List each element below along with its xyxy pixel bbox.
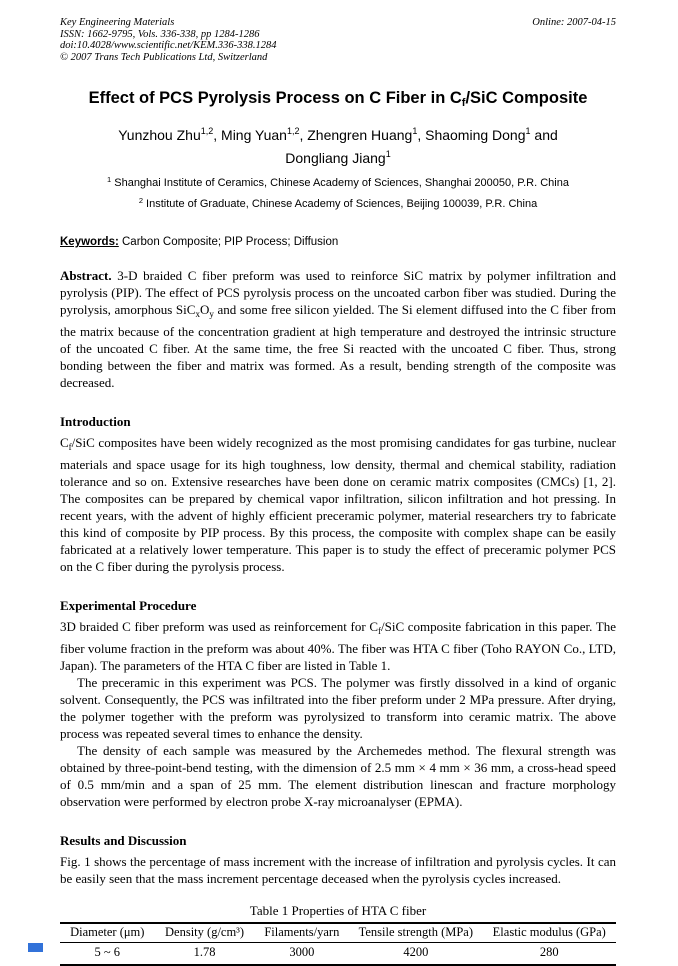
experimental-paragraph-3: The density of each sample was measured by the Archemedes method. The flexural strength was obtained by three-point-bend testing, with the dimension of 2.5 mm × 4 mm × 36 mm, a cross-head speed of 0.5 mm/min and a span of 25 mm. The element distribution linescan and fracture morphology observation were performed by electron probe X-ray microanalyser (EPMA). (60, 743, 616, 810)
cell-filaments: 3000 (289, 945, 315, 960)
authors-line: Yunzhou Zhu$^{1,2}$, Ming Yuan$^{1,2}$, Zhengren Huang$^1$, Shaoming Dong$^1$ and Dongliang Jiang$^1$ (118, 126, 558, 167)
section-heading-introduction: Introduction (60, 414, 131, 430)
author-affil-superscript: 1 (525, 126, 531, 137)
experimental-paragraph-2: The preceramic in this experiment was PCS. The polymer was firstly dissolved in a kind of organic solvent. Consequently, the PCS was infiltrated into the fiber preform under 2 MPa pressure. After drying, the polymer together with the preform was pyrolysized to transform into ceramic matrix. The above process was repeated several times to enhance the density. (60, 675, 616, 742)
results-paragraph: Fig. 1 shows the percentage of mass increment with the increase of infiltration and pyrolysis cycles. It can be easily seen that the mass increment percentage deceased when the pyrolysis cycles increased. (60, 854, 616, 887)
copyright-line: © 2007 Trans Tech Publications Ltd, Switzerland (60, 51, 268, 63)
affiliations (60, 171, 616, 213)
journal-header (60, 17, 616, 63)
column-header-density: Density (g/cm³) (155, 923, 255, 943)
doi-line: doi:10.4028/www.scientific.net/KEM.336-338.1284 (60, 40, 277, 52)
author-affil-superscript: 1,2 (200, 126, 214, 137)
keywords-value: Carbon Composite; PIP Process; Diffusion (118, 236, 339, 249)
abstract-label: Abstract. (60, 268, 112, 284)
author-name: Dongliang Jiang (285, 150, 386, 167)
keywords-line (60, 235, 616, 250)
table-header-row (60, 923, 616, 943)
table-data-row (60, 943, 616, 966)
section-heading-results-discussion: Results and Discussion (60, 833, 187, 849)
page-corner-marker (28, 943, 43, 952)
author-affil-superscript: 1 (412, 126, 418, 137)
cell-density: 1.78 (193, 945, 216, 960)
paper-title-part2: /SiC Composite (465, 89, 588, 108)
abstract-paragraph: Abstract. 3-D braided C fiber preform was used to reinforce SiC matrix by polymer infiltration and pyrolysis (PIP). The effect of PCS pyrolysis process on the uncoated carbon fiber was studied. During the pyrolysis, amorphous $SiC_xO_y$ and some free silicon yielded. The Si element diffused into the C fiber from the matrix because of the concentration gradient at high temperature and destroyed the intrinsic structure of the uncoated C fiber. At the same time, the free Si reacted with the uncoated C fiber. Thus, strong bonding between the fiber and matrix was formed. As a result, bending strength of the composite was decreased. (60, 268, 616, 391)
cell-elastic-modulus: 280 (539, 945, 559, 960)
column-header-filaments: Filaments/yarn (255, 923, 350, 943)
chem-subscript-f: f (378, 626, 381, 637)
affiliation-line-1: $^1$ Shanghai Institute of Ceramics, Chinese Academy of Sciences, Shanghai 200050, P.R. China (107, 175, 569, 190)
chem-subscript-f: f (68, 442, 72, 453)
author-name: Zhengren Huang (307, 127, 413, 144)
experimental-paragraph-1: 3D braided C fiber preform was used as reinforcement for $C_f$/SiC composite fabrication in this paper. The fiber volume fraction in the preform was about 40%. The fiber was HTA C fiber (Toho RAYON Co., LTD, Japan). The parameters of the HTA C fiber are listed in Table 1. (60, 619, 616, 674)
author-affil-superscript: 1,2 (286, 126, 300, 137)
paper-title-subscript: f (461, 97, 466, 110)
author-name: Ming Yuan (221, 127, 287, 144)
affiliation-line-2: $^2$ Institute of Graduate, Chinese Academy of Sciences, Beijing 100039, P.R. China (138, 196, 538, 211)
cell-tensile-strength: 4200 (403, 945, 429, 960)
column-header-tensile-strength: Tensile strength (MPa) (349, 923, 482, 943)
section-heading-experimental-procedure: Experimental Procedure (60, 598, 197, 614)
chem-subscript-x: x (195, 309, 200, 320)
paper-title (60, 88, 616, 113)
paper-title-part1: Effect of PCS Pyrolysis Process on C Fiber in C (88, 89, 462, 108)
column-header-diameter: Diameter (μm) (60, 923, 155, 943)
keywords-label: Keywords: (60, 236, 119, 249)
online-date: Online: 2007-04-15 (532, 17, 616, 28)
column-header-elastic-modulus: Elastic modulus (GPa) (483, 923, 616, 943)
chem-subscript-y: y (209, 309, 214, 320)
author-name: Yunzhou Zhu (118, 127, 201, 144)
introduction-paragraph: $C_f$/SiC composites have been widely recognized as the most promising candidates for gas turbine, nuclear materials and space usage for its high toughness, low density, thermal and chemical stability, radiation tolerance and so on. Extensive researches have been done on ceramic matrix composites (CMCs) [1, 2]. The composites can be prepared by chemical vapor infiltration, silicon infiltration and hot pressing. In recent years, with the advent of highly efficient preceramic polymer, material researchers try to fabricate this kind of composite by PIP process. By this process, the composite with complex shape can be easily fabricated at a relatively lower temperature. This paper is to study the effect of preceramic polymer PCS on the C fiber during the pyrolysis process. (60, 435, 616, 575)
author-affil-superscript: 1 (385, 149, 391, 160)
issn-line: ISSN: 1662-9795, Vols. 336-338, pp 1284-1286 (60, 28, 260, 40)
journal-name: Key Engineering Materials (60, 17, 175, 28)
properties-table (60, 922, 616, 966)
cell-diameter: 5 ~ 6 (94, 945, 121, 960)
table1-caption: Table 1 Properties of HTA C fiber (249, 903, 427, 919)
author-name: Shaoming Dong (425, 127, 526, 144)
